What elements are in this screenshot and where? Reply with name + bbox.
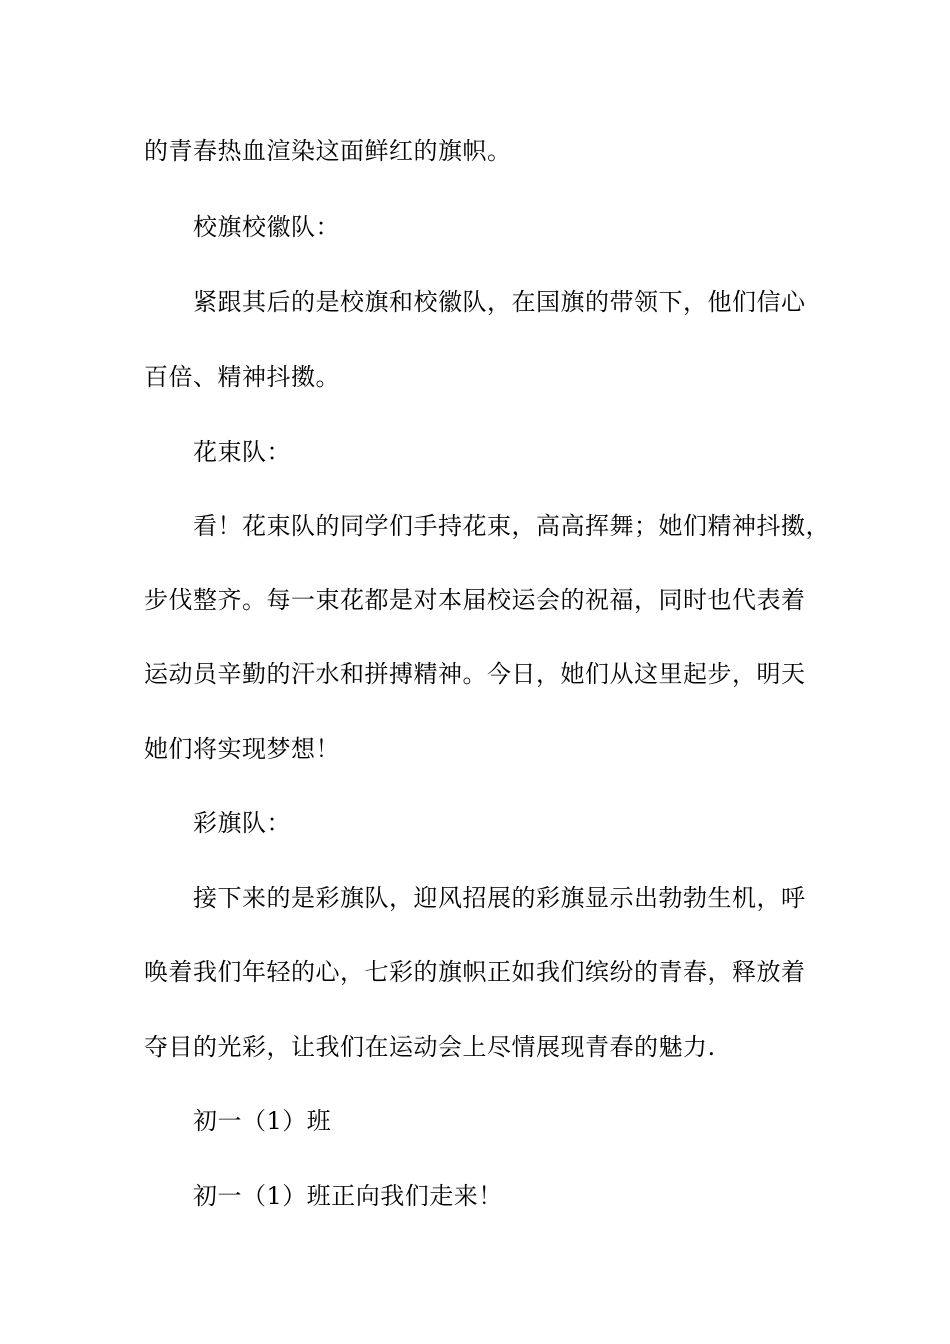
section-heading: 初一（1）班 (193, 1107, 332, 1135)
paragraph-line: 百倍、精神抖擞。 (144, 363, 340, 391)
section-heading: 花束队： (193, 438, 291, 466)
paragraph-line: 唤着我们年轻的心，七彩的旗帜正如我们缤纷的青春，释放着 (144, 958, 806, 986)
section-heading: 校旗校徽队： (193, 213, 340, 241)
section-heading: 彩旗队： (193, 809, 291, 837)
paragraph-line: 接下来的是彩旗队，迎风招展的彩旗显示出勃勃生机，呼 (193, 884, 806, 912)
paragraph-line: 初一（1）班正向我们走来！ (193, 1182, 503, 1210)
paragraph-line: 的青春热血渲染这面鲜红的旗帜。 (144, 137, 512, 165)
paragraph-line: 她们将实现梦想！ (144, 735, 340, 763)
paragraph-line: 紧跟其后的是校旗和校徽队，在国旗的带领下，他们信心 (193, 288, 806, 316)
paragraph-line: 运动员辛勤的汗水和拼搏精神。今日，她们从这里起步，明天 (144, 660, 806, 688)
paragraph-line: 夺目的光彩，让我们在运动会上尽情展现青春的魅力. (144, 1033, 716, 1061)
paragraph-line: 步伐整齐。每一束花都是对本届校运会的祝福，同时也代表着 (144, 586, 806, 614)
paragraph-line: 看！花束队的同学们手持花束，高高挥舞；她们精神抖擞， (193, 512, 830, 540)
